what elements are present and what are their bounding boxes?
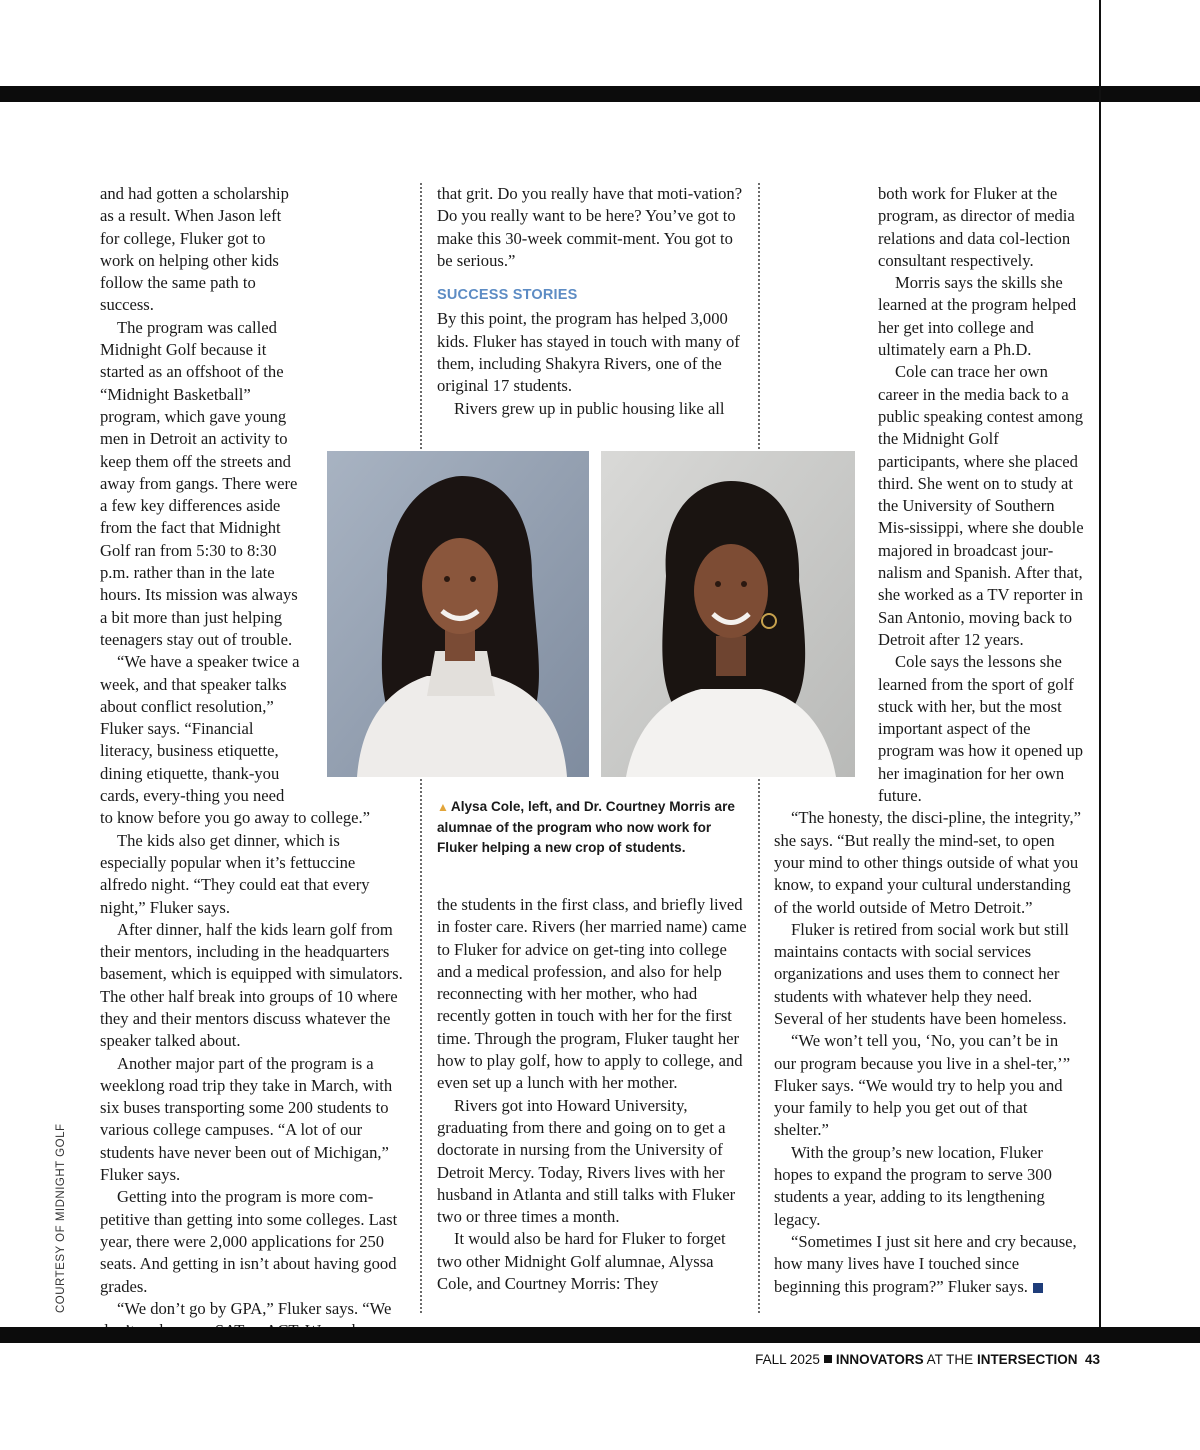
page-footer	[755, 1352, 1100, 1367]
paragraph: Cole can trace her own career in the media back to a public speaking contest among the Midnight Golf participants, where she placed third. She went on to study at the University of Southern Mis-sissippi, where she double majored in broadcast jour-nalism and Spanish. After that, she worked as a TV reporter in San Antonio, moving back to Detroit after 12 years.	[878, 362, 1084, 649]
bottom-rule	[0, 1327, 1200, 1343]
paragraph: Rivers got into Howard University, graduating from there and going on to get a doctorate in nursing from the University of Detroit Mercy. Today, Rivers lives with her husband in Atlanta and still talks with Fluker two or three times a month.	[437, 1095, 736, 1227]
paragraph: both work for Fluker at the program, as director of media relations and data col-lection consultant respectively.	[878, 184, 1075, 270]
paragraph: The program was called Midnight Golf because it started as an offshoot of the “Midnight Basketball” program, which gave young men in Detroit an activity to keep them off the streets and away from gangs. There were a few key differences aside from the fact that Midnight Golf ran from 5:30 to 8:30 p.m. rather than in the late hours. Its mission was always a bit more than just helping teenagers stay out of trouble.	[100, 317, 298, 649]
photo-credit: COURTESY OF MIDNIGHT GOLF	[55, 1123, 67, 1313]
paragraph: “We don’t go by GPA,” Fluker says. “We	[117, 1298, 392, 1318]
footer-title-mid: AT THE	[923, 1352, 977, 1367]
paragraph-text: “Sometimes I just sit here and cry because, how many lives have I touched since beginning this program?” Fluker says.	[774, 1231, 1077, 1296]
paragraph: the students in the first class, and briefly lived in foster care. Rivers (her married name) came to Fluker for advice on get-ting into college and a medical profession, and also for help reconnecting with her mother, who had recently gotten in touch with her for the first time. Through the program, Fluker taught her how to play golf, how to apply to college, and even set up a lunch with her mother.	[437, 895, 747, 1093]
footer-season: FALL 2025	[755, 1352, 820, 1367]
paragraph: Cole says the lessons she learned from the sport of golf stuck with her, but the most important aspect of the program was how it opened up her imagination for her own future.	[878, 652, 1084, 806]
triangle-up-icon: ▲	[437, 800, 449, 814]
paragraph: Getting into the program is more com-petitive than getting into some colleges. Last year, there were 2,000 applications for 250 seats. And getting in isn’t about having good grades.	[100, 1187, 398, 1296]
top-rule	[0, 86, 1200, 102]
caption-text: Alysa Cole, left, and Dr. Courtney Morris are alumnae of the program who now work for Fluker helping a new crop of students.	[437, 799, 735, 855]
photo-caption	[437, 797, 747, 859]
paragraph: Fluker is retired from social work but still maintains contacts with social services organizations and uses them to connect her students with whatever help they need. Several of her students have been homeless.	[774, 919, 1069, 1028]
right-edge-rule	[1099, 0, 1101, 1343]
paragraph	[774, 1231, 1084, 1298]
paragraph: The kids also get dinner, which is especially popular when it’s fettuccine alfredo night. “They could eat that every night,” Fluker says.	[100, 830, 370, 917]
paragraph: “The honesty, the disci-pline, the integrity,” she says. “But really the mind-set, to open your mind to other things outside of what you know, to expand your cultural understanding of the world outside of Metro Detroit.”	[774, 808, 1081, 917]
paragraph: “We won’t tell you, ‘No, you can’t be in our program because you live in a shel-ter,’” Fluker says. “We would try to help you and your family to help you get out of that shelter.”	[774, 1031, 1071, 1140]
paragraph: With the group’s new location, Fluker hopes to expand the program to serve 300 students a year, adding to its lengthening legacy.	[774, 1142, 1052, 1229]
footer-title-bold-2: INTERSECTION	[976, 1352, 1078, 1367]
paragraph: By this point, the program has helped 3,000 kids. Fluker has stayed in touch with many of them, including Shakyra Rivers, one of the original 17 students.	[437, 309, 740, 396]
article-column-2-bottom	[437, 894, 747, 1295]
paragraph: Another major part of the program is a weeklong road trip they take in March, with six buses transporting some 200 students to various college campuses. “A lot of our students have never been out of Michigan,” Fluker says.	[100, 1053, 393, 1185]
photo-courtney-morris	[601, 451, 855, 777]
end-mark-icon	[1033, 1283, 1043, 1293]
paragraph: “We have a speaker twice a week, and that speaker talks about conflict resolution,” Fluker says. “Financial literacy, business etiquette, dining etiquette, thank-you cards, every-thing you need to know before you go away to college.”	[100, 652, 371, 828]
square-bullet-icon	[824, 1355, 832, 1363]
article-column-2-top	[437, 183, 747, 420]
paragraph: Morris says the skills she learned at the program helped her get into college and ultimately earn a Ph.D.	[878, 273, 1077, 360]
paragraph: Rivers grew up in public housing like all	[454, 398, 725, 418]
paragraph: and had gotten a scholarship as a result. When Jason left for college, Fluker got to work on helping other kids follow the same path to success.	[100, 184, 289, 315]
section-heading: SUCCESS STORIES	[437, 287, 578, 304]
paragraph: It would also be hard for Fluker to forget two other Midnight Golf alumnae, Alyssa Cole, and Courtney Morris: They	[437, 1229, 726, 1294]
paragraph: that grit. Do you really have that moti-vation? Do you really want to be here? You’ve got to make this 30-week commit-ment. You got to be serious.”	[437, 184, 743, 270]
paragraph: After dinner, half the kids learn golf from their mentors, including in the headquarters basement, which is equipped with simulators. The other half break into groups of 10 where they and their mentors discuss whatever the speaker talked about.	[100, 919, 403, 1051]
photo-alysa-cole	[327, 451, 589, 777]
footer-title-bold-1: INNOVATORS	[835, 1352, 924, 1367]
page-number: 43	[1084, 1352, 1100, 1367]
